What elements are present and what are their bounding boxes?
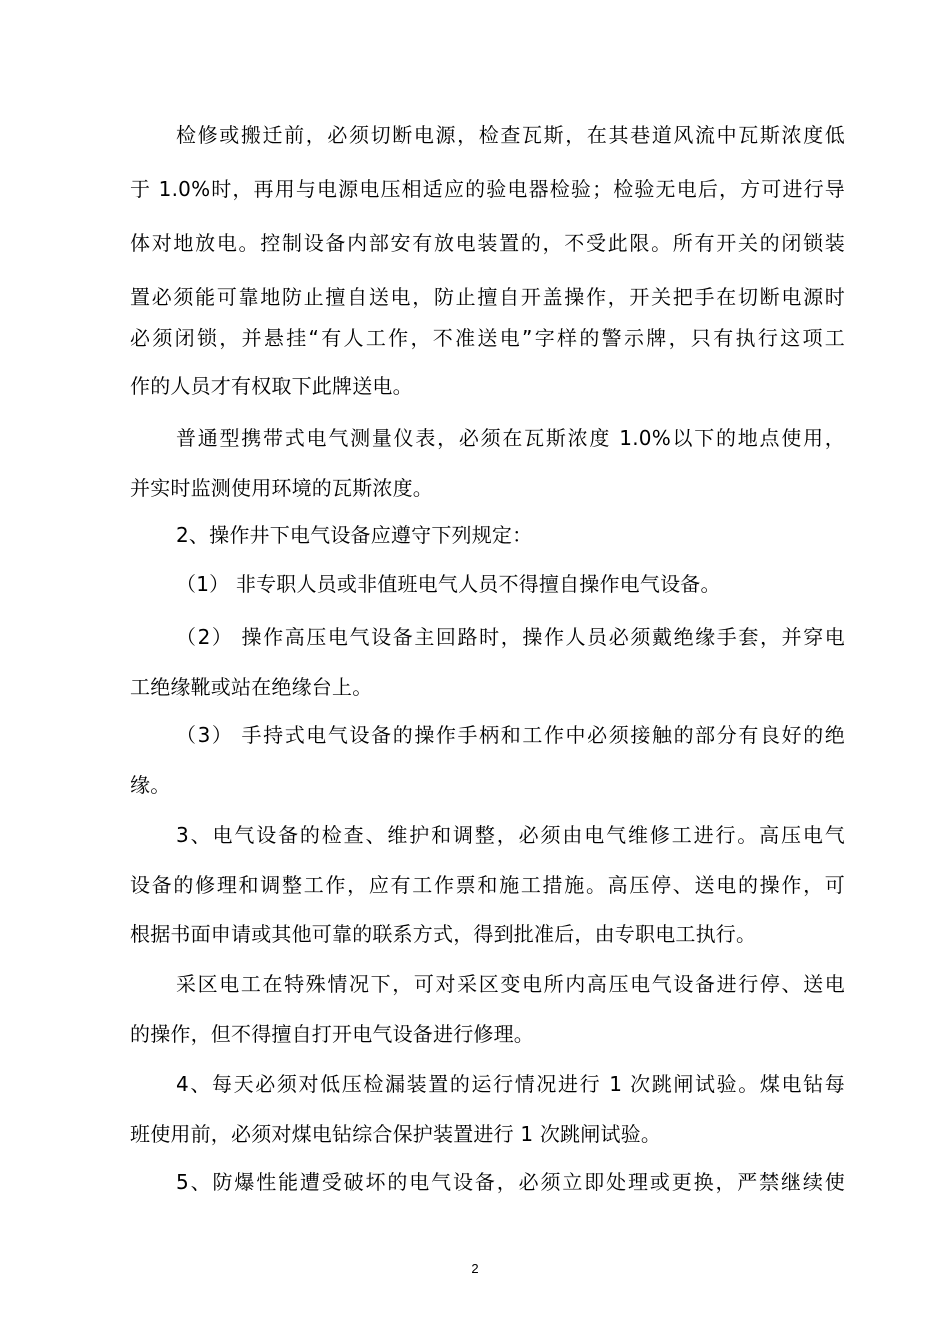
text-line: 采区电工在特殊情况下，可对采区变电所内高压电气设备进行停、送电: [176, 972, 845, 996]
text-line: 置必须能可靠地防止擅自送电，防止擅自开盖操作，开关把手在切断电源时: [130, 285, 845, 309]
text-line: 于 1.0%时，再用与电源电压相适应的验电器检验；检验无电后，方可进行导: [130, 177, 845, 201]
text-line: （1） 非专职人员或非值班电气人员不得擅自操作电气设备。: [176, 572, 721, 596]
text-line: 体对地放电。控制设备内部安有放电装置的，不受此限。所有开关的闭锁装: [130, 231, 845, 255]
text-line: 普通型携带式电气测量仪表，必须在瓦斯浓度 1.0%以下的地点使用，: [176, 426, 845, 450]
text-line: 根据书面申请或其他可靠的联系方式，得到批准后，由专职电工执行。: [130, 922, 757, 946]
text-line: 2、操作井下电气设备应遵守下列规定：: [176, 523, 533, 547]
page-number: 2: [471, 1261, 479, 1276]
text-line: 设备的修理和调整工作，应有工作票和施工措施。高压停、送电的操作，可: [130, 873, 845, 897]
text-line: 的操作，但不得擅自打开电气设备进行修理。: [130, 1022, 534, 1046]
text-line: 3、电气设备的检查、维护和调整，必须由电气维修工进行。高压电气: [176, 823, 845, 847]
text-line: 工绝缘靴或站在绝缘台上。: [130, 675, 373, 699]
text-line: 5、防爆性能遭受破坏的电气设备，必须立即处理或更换，严禁继续使: [176, 1170, 845, 1194]
text-line: 作的人员才有权取下此牌送电。: [130, 374, 413, 398]
text-line: 并实时监测使用环境的瓦斯浓度。: [130, 476, 433, 500]
text-line: 必须闭锁，并悬挂“有人工作，不准送电”字样的警示牌，只有执行这项工: [130, 326, 845, 350]
text-line: 班使用前，必须对煤电钻综合保护装置进行 1 次跳闸试验。: [130, 1122, 662, 1146]
text-line: （2） 操作高压电气设备主回路时，操作人员必须戴绝缘手套，并穿电: [176, 625, 845, 649]
text-line: （3） 手持式电气设备的操作手柄和工作中必须接触的部分有良好的绝: [176, 723, 845, 747]
text-line: 4、每天必须对低压检漏装置的运行情况进行 1 次跳闸试验。煤电钻每: [176, 1072, 845, 1096]
text-line: 缘。: [130, 773, 171, 797]
text-line: 检修或搬迁前，必须切断电源，检查瓦斯，在其巷道风流中瓦斯浓度低: [176, 123, 845, 147]
